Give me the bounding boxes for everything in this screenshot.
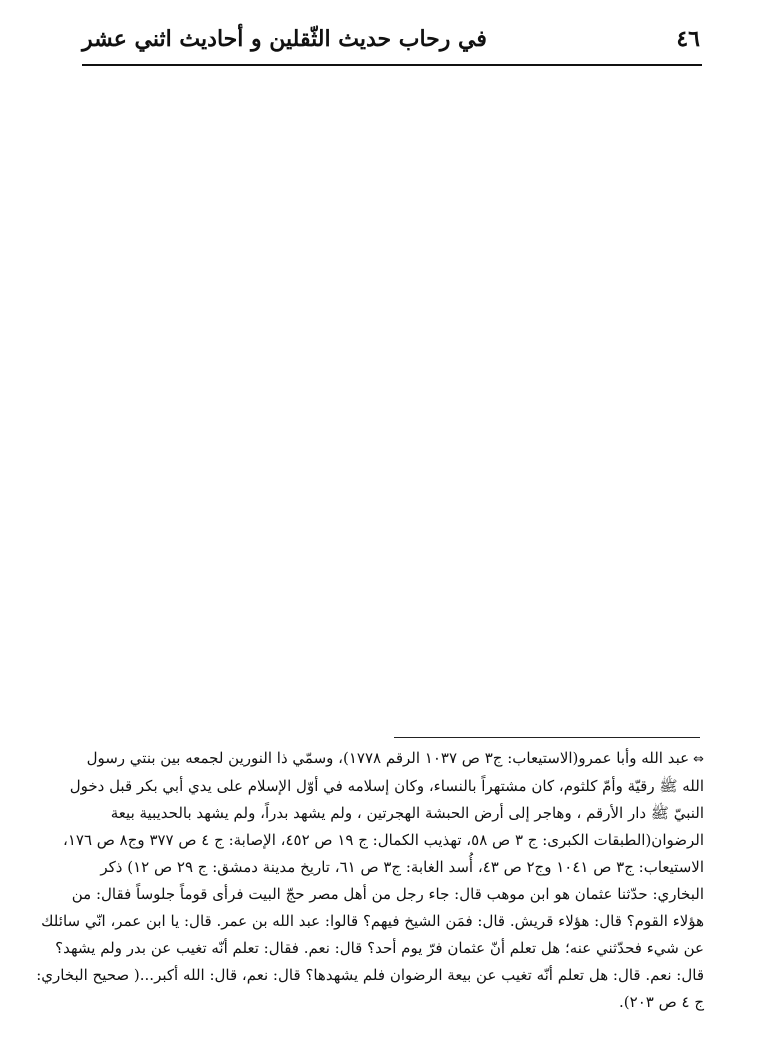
footnote-line-3: النبيّ ﷺ دار الأرقم ، وهاجر إلى أرض الحبشة الهجرتين ، ولم يشهد بدراً، ولم يشهد بالحديبية بيعة: [110, 804, 704, 822]
footnote-line-1: [80, 745, 704, 773]
footnote-line-7: هؤلاء القوم؟ قال: هؤلاء قريش. قال: فمَن الشيخ فيهم؟ قالوا: عبد الله بن عمر. قال: يا ابن عمر، انّي سائلك: [41, 912, 704, 930]
footnote-line-text: عبد الله وأبا عمرو(الاستيعاب: ج٣ ص ١٠٣٧ الرقم ١٧٧٨)، وسمّي ذا النورين لجمعه بين بنتي رسول: [86, 749, 690, 767]
footnote-line-8: عن شيء فحدّثني عنه؛ هل تعلم أنّ عثمان فرّ يوم أحد؟ قال: نعم. فقال: تعلم أنّه تغيب عن بدر ولم يشهد؟: [55, 939, 704, 957]
footnote-line-4: الرضوان(الطبقات الكبرى: ج ٣ ص ٥٨، تهذيب الكمال: ج ١٩ ص ٤٥٢، الإصابة: ج ٤ ص ٣٧٧ وج٨ ص ١٧٦،: [62, 831, 704, 849]
footnote-line-6: البخاري: حدّثنا عثمان هو ابن موهب قال: جاء رجل من أهل مصر حجّ البيت فرأى قوماً جلوساً فقال: من: [71, 885, 704, 903]
footnote-line-2: الله ﷺ رقيّة وأمّ كلثوم، كان مشتهراً بالنساء، وكان إسلامه في أوّل الإسلام على يدي أبي بكر قبل دخول: [69, 777, 704, 795]
footnote-separator: [394, 737, 700, 738]
footnote-line-9: قال: نعم. قال: هل تعلم أنّه تغيب عن بيعة الرضوان فلم يشهدها؟ قال: نعم، قال: الله أكبر...( صحيح البخاري:: [36, 966, 704, 984]
running-title: في رحاب حديث الثّقلين و أحاديث اثني عشر: [82, 26, 487, 52]
header-rule: [82, 64, 702, 66]
footnote-line-10: ج ٤ ص ٢٠٣).: [619, 993, 704, 1011]
footnote-continuation-marker: ⇔: [693, 752, 704, 767]
footnote-block: [36, 745, 704, 1016]
footnote-line-5: الاستيعاب: ج٣ ص ١٠٤١ وج٢ ص ٤٣، أُسد الغابة: ج٣ ص ٦١، تاريخ مدينة دمشق: ج ٢٩ ص ١٢) ذكر: [100, 858, 704, 876]
page-number: ٤٦: [676, 26, 700, 52]
page-header: [82, 22, 700, 62]
